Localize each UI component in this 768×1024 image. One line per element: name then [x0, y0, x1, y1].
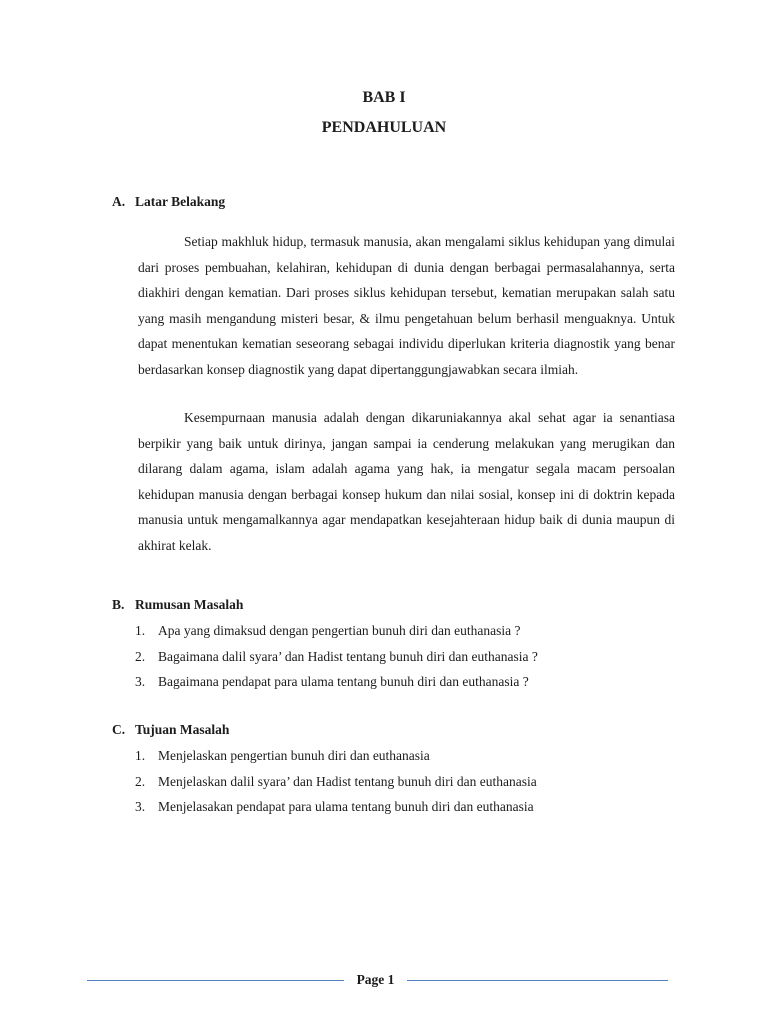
section-b-title: Rumusan Masalah [135, 597, 244, 612]
list-item [135, 618, 538, 644]
section-c-heading [112, 722, 229, 738]
list-item [135, 794, 537, 820]
background-paragraph-1: Setiap makhluk hidup, termasuk manusia, akan mengalami siklus kehidupan yang dimulai dari proses pembuahan, kelahiran, kehidupan di dunia dengan berbagai permasalahannya, serta diakhiri dengan kematian. Dari proses siklus kehidupan tersebut, kematian merupakan salah satu yang masih mengandung misteri besar, & ilmu pengetahuan belum berhasil menguaknya. Untuk dapat menentukan kematian seseorang sebagai individu diperlukan kriteria diagnostik yang benar berdasarkan konsep diagnostik yang dapat dipertanggungjawabkan secara ilmiah. [138, 234, 675, 377]
section-a-title: Latar Belakang [135, 194, 226, 209]
list-item-text: Menjelaskan pengertian bunuh diri dan euthanasia [158, 748, 430, 763]
section-c-title: Tujuan Masalah [135, 722, 230, 737]
section-a-letter: A. [112, 194, 126, 209]
list-item-text: Apa yang dimaksud dengan pengertian bunuh diri dan euthanasia ? [158, 623, 521, 638]
list-item-number: 3. [135, 799, 146, 814]
footer-rule-left [87, 980, 344, 981]
page-number: Page 1 [356, 972, 395, 987]
list-item-number: 1. [135, 623, 146, 638]
list-item-number: 1. [135, 748, 146, 763]
chapter-number: BAB I [362, 89, 406, 106]
list-item [135, 769, 537, 795]
list-item [135, 743, 537, 769]
list-item [135, 669, 538, 695]
problem-list [135, 618, 538, 695]
footer-rule-right [407, 980, 668, 981]
list-item-number: 2. [135, 648, 146, 664]
section-a-heading [112, 194, 225, 210]
list-item-text: Menjelasakan pendapat para ulama tentang bunuh diri dan euthanasia [158, 799, 534, 814]
objective-list [135, 743, 537, 820]
list-item-text: Bagaimana dalil syara’ dan Hadist tentang bunuh diri dan euthanasia ? [158, 648, 538, 664]
background-paragraph-2: Kesempurnaan manusia adalah dengan dikaruniakannya akal sehat agar ia senantiasa berpikir yang baik untuk dirinya, jangan sampai ia cenderung melakukan yang merugikan dan dilarang dalam agama, islam adalah agama yang hak, ia mengatur segala macam persoalan kehidupan manusia dengan berbagai konsep hukum dan nilai sosial, konsep ini di doktrin kepada manusia untuk mengamalkannya agar mendapatkan kesejahteraan hidup baik di dunia maupun di akhirat kelak. [138, 410, 675, 553]
list-item-number: 2. [135, 773, 146, 789]
list-item-number: 3. [135, 674, 146, 689]
list-item [135, 644, 538, 670]
section-b-letter: B. [112, 597, 125, 612]
chapter-title: PENDAHULUAN [321, 119, 447, 136]
list-item-text: Menjelaskan dalil syara’ dan Hadist tentang bunuh diri dan euthanasia [158, 773, 537, 789]
list-item-text: Bagaimana pendapat para ulama tentang bunuh diri dan euthanasia ? [158, 674, 529, 689]
section-b-heading [112, 597, 243, 613]
section-c-letter: C. [112, 722, 126, 737]
